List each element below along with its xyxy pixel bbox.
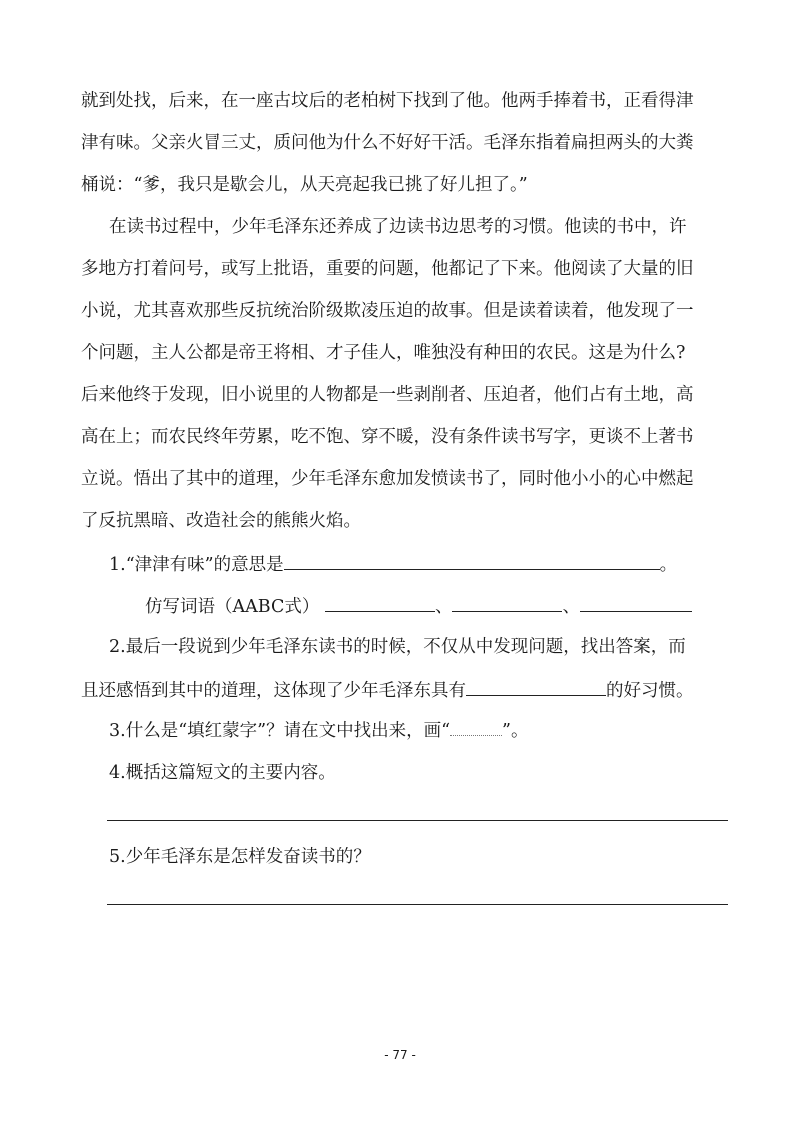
question-5: 5.少年毛泽东是怎样发奋读书的？: [109, 847, 371, 867]
word-blank-2[interactable]: [452, 593, 562, 612]
question-1-text: 1.“津津有味”的意思是: [109, 555, 284, 575]
question-3-end: ”。: [502, 721, 529, 741]
answer-blank-1[interactable]: [284, 551, 660, 570]
passage-line: 后来他终于发现，旧小说里的人物都是一些剥削者、压迫者，他们占有土地，高: [81, 385, 694, 405]
passage-line: 就到处找，后来，在一座古坟后的老柏树下找到了他。他两手捧着书，正看得津: [81, 91, 694, 111]
passage-line: 小说，尤其喜欢那些反抗统治阶级欺凌压迫的故事。但是读着读着，他发现了一: [81, 301, 694, 321]
answer-blank-2[interactable]: [466, 677, 606, 696]
question-4: 4.概括这篇短文的主要内容。: [109, 763, 336, 783]
question-1: [109, 551, 677, 577]
question-1b: [145, 593, 692, 619]
question-3-text: 3.什么是“填红蒙字”？请在文中找出来，画“: [109, 721, 451, 741]
passage-line: 多地方打着问号，或写上批语，重要的问题，他都记了下来。他阅读了大量的旧: [81, 259, 694, 279]
question-1-end: 。: [659, 555, 678, 575]
question-2-line-1: 2.最后一段说到少年毛泽东读书的时候，不仅从中发现问题，找出答案，而: [109, 637, 686, 657]
word-separator: 、: [434, 597, 453, 617]
question-1b-text: 仿写词语（AABC式）: [145, 597, 320, 617]
word-blank-3[interactable]: [580, 593, 692, 612]
word-separator: 、: [562, 597, 580, 617]
page-number: - 77 -: [384, 1048, 416, 1062]
passage-line: 在读书过程中，少年毛泽东还养成了边读书边思考的习惯。他读的书中，许: [109, 217, 687, 237]
passage-line: 津有味。父亲火冒三丈，质问他为什么不好好干活。毛泽东指着扁担两头的大粪: [81, 133, 694, 153]
question-3: [109, 719, 529, 743]
answer-line-4[interactable]: [107, 820, 728, 821]
passage-line: 个问题，主人公都是帝王将相、才子佳人，唯独没有种田的农民。这是为什么?: [81, 343, 686, 363]
question-2-end: 的好习惯。: [606, 681, 694, 701]
passage-line: 桶说：“爹，我只是歇会儿，从天亮起我已挑了好儿担了。”: [81, 175, 528, 195]
dotted-underline-sample: [450, 721, 502, 736]
question-2-text: 且还感悟到其中的道理，这体现了少年毛泽东具有: [81, 681, 466, 701]
passage-line: 立说。悟出了其中的道理，少年毛泽东愈加发愤读书了，同时他小小的心中燃起: [81, 469, 694, 489]
question-2-line-2: [81, 677, 694, 703]
word-blank-1[interactable]: [325, 593, 435, 612]
answer-line-5[interactable]: [107, 904, 728, 905]
passage-line: 了反抗黑暗、改造社会的熊熊火焰。: [81, 511, 361, 531]
passage-line: 高在上；而农民终年劳累，吃不饱、穿不暖，没有条件读书写字，更谈不上著书: [81, 427, 694, 447]
